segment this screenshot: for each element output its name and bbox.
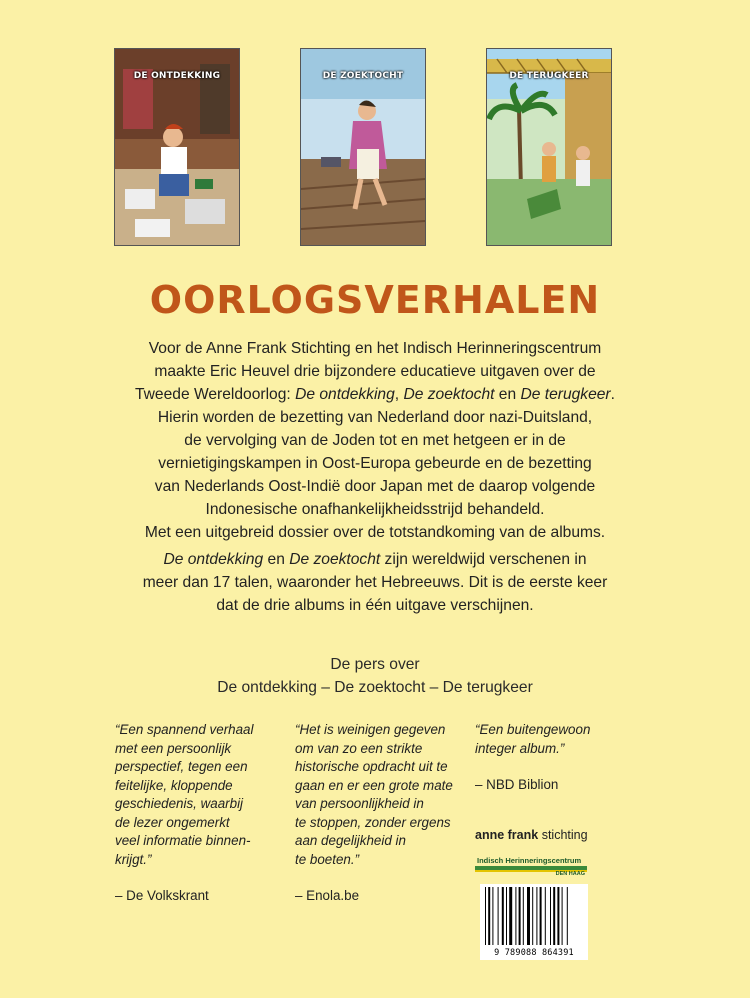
quote-line: “Een spannend verhaal [115,722,254,737]
intro-line: Met een uitgebreid dossier over de totstandkoming van de albums. [144,524,606,541]
intro-line: de vervolging van de Joden tot en met hetgeen er in de [184,432,566,449]
cover-de-ontdekking [114,48,240,246]
separator: en [263,551,290,568]
quote-line: de lezer ongemerkt [115,814,230,830]
quote-line: te boeten.” [295,851,360,867]
press-heading-line: De pers over [330,656,420,673]
cover-title: DE ONTDEKKING [133,71,221,81]
title-de-terugkeer: De terugkeer [520,386,611,403]
intro-line-titles [60,383,690,406]
second-line-rest: zijn wereldwijd verschenen in [380,551,587,568]
press-heading [0,653,750,699]
second-paragraph [60,548,690,617]
quote-line: veel informatie binnen- [115,833,251,848]
quote-line: met een persoonlijk [115,740,232,756]
cover-de-zoektocht [300,48,426,246]
separator: , [394,386,404,403]
separator: en [494,386,521,403]
intro-line: van Nederlands Oost-Indië door Japan met de daarop volgende [154,478,596,495]
quote-line: krijgt.” [115,851,152,867]
isbn-barcode [480,884,588,960]
quote-line: geschiedenis, waarbij [115,796,244,811]
cover-title: DE ZOEKTOCHT [322,71,404,81]
quote-source: – NBD Biblion [475,777,559,792]
intro-line: Voor de Anne Frank Stichting en het Indisch Herinneringscentrum [148,340,602,357]
quote-line: “Een buitengewoon [475,722,591,737]
quote-line: historische opdracht uit te [295,759,448,774]
quote-source: – Enola.be [295,888,360,903]
title-de-ontdekking: De ontdekking [163,551,264,568]
period: . [610,386,615,403]
title-de-zoektocht: De zoektocht [289,551,381,568]
intro-paragraph [60,337,690,544]
press-titles-line: De ontdekking – De zoektocht – De terugkeer [217,679,533,696]
quote-source: – De Volkskrant [115,888,209,903]
press-quote [475,721,625,795]
second-line [60,548,690,571]
second-line: dat de drie albums in één uitgave verschijnen. [216,597,534,614]
page-title: OORLOGSVERHALEN [149,278,601,322]
intro-line: Hierin worden de bezetting van Nederland door nazi-Duitsland, [157,409,593,426]
barcode-bars [485,887,583,945]
quote-line: gaan en er een grote mate [295,777,453,793]
quote-line: perspectief, tegen een [115,759,248,774]
intro-prefix: Tweede Wereldoorlog: [135,386,296,403]
quote-line: van persoonlijkheid in [295,796,424,811]
quote-text [475,721,625,758]
title-de-ontdekking: De ontdekking [295,386,395,403]
quote-text [295,721,465,869]
indisch-herinneringscentrum-logo [475,856,587,878]
barcode-number: 9 789088 864391 [494,948,574,958]
quote-line: feitelijke, kloppende [115,777,233,793]
quote-line: integer album.” [475,740,565,756]
quote-line: te stoppen, zonder ergens [295,814,451,830]
ihc-name: Indisch Herinneringscentrum [477,856,582,865]
intro-line: Indonesische onafhankelijkheidsstrijd behandeld. [205,501,545,518]
logo-bold-part: anne frank [475,828,539,842]
cover-de-terugkeer [486,48,612,246]
quote-line: “Het is weinigen gegeven [295,722,446,737]
anne-frank-stichting-logo [475,828,588,842]
intro-line: vernietigingskampen in Oost-Europa gebeurde en de bezetting [158,455,592,472]
quote-line: om van zo een strikte [295,740,423,756]
press-quote [295,721,465,906]
second-line: meer dan 17 talen, waaronder het Hebreeuws. Dit is de eerste keer [142,574,608,591]
cover-title: DE TERUGKEER [509,71,589,81]
quote-line: aan degelijkheid in [295,833,406,848]
title-de-zoektocht: De zoektocht [403,386,495,403]
press-quote [115,721,285,906]
intro-line: maakte Eric Heuvel drie bijzondere educatieve uitgaven over de [154,363,596,380]
quote-text [115,721,285,869]
ihc-subtitle: DEN HAAG [555,871,585,877]
logo-rest-part: stichting [538,828,588,842]
